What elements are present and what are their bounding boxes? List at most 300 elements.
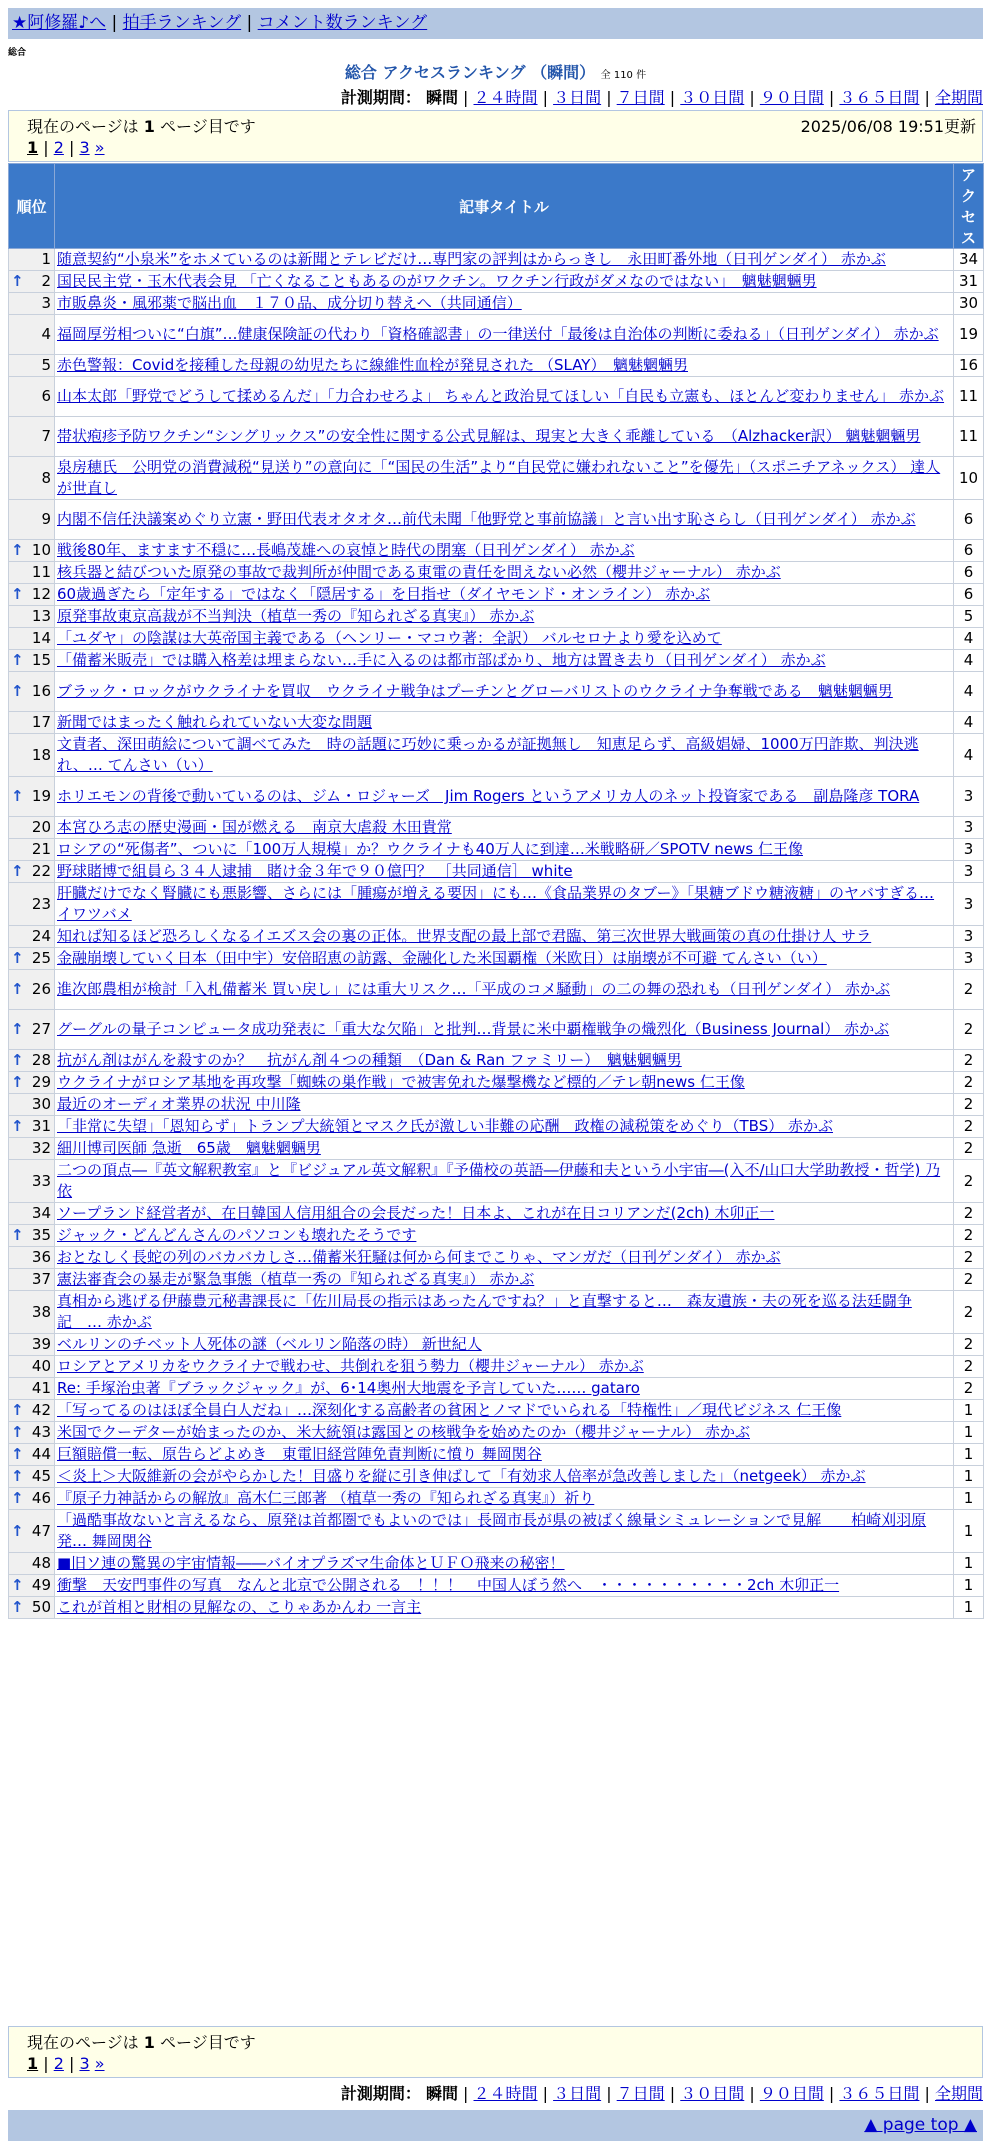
article-link[interactable]: 二つの頂点―『英文解釈教室』と『ビジュアル英文解釈』『予備校の英語―伊藤和夫という小宇宙―(入不/山口大学助教授・哲学) 乃依	[57, 1161, 941, 1200]
access-count: 2	[954, 1094, 984, 1116]
rank-number: 33	[31, 1171, 51, 1190]
rank-number: 21	[31, 840, 51, 858]
rank-number: 3	[41, 294, 51, 312]
ranking-table	[8, 163, 984, 1619]
title-cell	[55, 1291, 954, 1334]
title-header: 記事タイトル	[55, 164, 954, 249]
table-row	[9, 1203, 984, 1225]
title-cell	[55, 417, 954, 457]
table-row	[9, 948, 984, 970]
title-cell	[55, 1225, 954, 1247]
period-link[interactable]: ３０日間	[680, 2084, 745, 2103]
table-row	[9, 1291, 984, 1334]
rank-cell	[9, 712, 55, 734]
rank-up-arrow-icon: ↑	[11, 980, 24, 998]
article-link[interactable]: グーグルの量子コンピュータ成功発表に「重大な欠陥」と批判…背景に米中覇権戦争の熾烈化（Business Journal） 赤かぶ	[57, 1020, 890, 1038]
article-link[interactable]: 泉房穂氏 公明党の消費減税“見送り”の意向に「“国民の生活”より“自民党に嫌われないこと”を優先」（スポニチアネックス） 達人が世直し	[57, 458, 941, 497]
access-count: 2	[954, 1356, 984, 1378]
title-cell	[55, 1422, 954, 1444]
period-link[interactable]: ３６５日間	[839, 88, 920, 107]
page-link: 1	[27, 2054, 39, 2073]
page-link[interactable]: 3	[79, 2054, 90, 2073]
rank-cell	[9, 948, 55, 970]
table-row	[9, 712, 984, 734]
rank-number: 24	[31, 927, 51, 945]
period-current: 瞬間	[425, 2084, 458, 2103]
access-count: 6	[954, 584, 984, 606]
current-page-text: 現在のページは 1 ページ目です	[27, 117, 256, 136]
rank-cell	[9, 1247, 55, 1269]
rank-cell	[9, 777, 55, 817]
period-link[interactable]: ９０日間	[759, 88, 824, 107]
title-cell	[55, 1203, 954, 1225]
title-cell	[55, 1597, 954, 1619]
access-count: 2	[954, 1269, 984, 1291]
period-link[interactable]: ９０日間	[759, 2084, 824, 2103]
rank-cell	[9, 457, 55, 500]
page-info-bottom	[8, 2026, 983, 2078]
article-link[interactable]: 米国でクーデターが始まったのか、米大統領は露国との核戦争を始めたのか（櫻井ジャーナル） 赤かぶ	[57, 1423, 750, 1441]
access-count: 3	[954, 839, 984, 861]
article-link[interactable]: ウクライナがロシア基地を再攻撃「蜘蛛の巣作戦」で被害免れた爆撃機など標的／テレ朝news 仁王像	[57, 1073, 745, 1091]
rank-cell	[9, 1094, 55, 1116]
rank-number: 16	[31, 682, 51, 700]
rank-cell	[9, 1116, 55, 1138]
rank-number: 27	[31, 1020, 51, 1038]
article-link[interactable]: おとなしく長蛇の列のバカバカしさ…備蓄米狂騒は何から何までこりゃ、マンガだ（日刊ゲンダイ） 赤かぶ	[57, 1248, 781, 1266]
rank-number: 28	[31, 1051, 51, 1069]
article-link[interactable]: ロシアの“死傷者”、ついに「100万人規模」か？ウクライナも40万人に到達…米戦略研／SPOTV news 仁王像	[57, 840, 803, 858]
next-page-link[interactable]: »	[94, 138, 105, 157]
rank-up-arrow-icon: ↑	[11, 1401, 24, 1419]
title-cell	[55, 1400, 954, 1422]
rank-number: 18	[31, 745, 51, 764]
rank-number: 50	[31, 1598, 51, 1616]
table-row	[9, 1247, 984, 1269]
article-link[interactable]: ロシアとアメリカをウクライナで戦わせ、共倒れを狙う勢力（櫻井ジャーナル） 赤かぶ	[57, 1357, 644, 1375]
access-count: 2	[954, 1378, 984, 1400]
access-count: 3	[954, 861, 984, 883]
period-link[interactable]: ７日間	[616, 2084, 665, 2103]
table-row	[9, 1269, 984, 1291]
article-link[interactable]: 帯状疱疹予防ワクチン“シングリックス”の安全性に関する公式見解は、現実と大きく乖離している （Alzhacker訳） 魑魅魍魎男	[57, 427, 921, 445]
rank-up-arrow-icon: ↑	[11, 541, 24, 559]
rank-up-arrow-icon: ↑	[11, 585, 24, 603]
article-link[interactable]: 抗がん剤はがんを殺すのか？ 抗がん剤４つの種類 （Dan & Ran ファミリー） 魑魅魍魎男	[57, 1051, 682, 1069]
table-row	[9, 606, 984, 628]
period-link[interactable]: ２４時間	[473, 88, 538, 107]
table-row	[9, 926, 984, 948]
access-count: 3	[954, 948, 984, 970]
title-cell	[55, 1334, 954, 1356]
table-row	[9, 883, 984, 926]
page-title	[0, 60, 991, 83]
article-link[interactable]: 戦後80年、ますます不穏に…長嶋茂雄への哀悼と時代の閉塞（日刊ゲンダイ） 赤かぶ	[57, 541, 635, 559]
article-link[interactable]: ＜炎上＞大阪維新の会がやらかした！目盛りを縦に引き伸ばして「有効求人倍率が急改善しました」（netgeek） 赤かぶ	[57, 1467, 866, 1485]
article-link[interactable]: ソープランド経営者が、在日韓国人信用組合の会長だった！日本よ、これが在日コリアンだ(2ch) 木卯正一	[57, 1204, 775, 1222]
title-cell	[55, 734, 954, 777]
access-count: 4	[954, 672, 984, 712]
period-link[interactable]: 全期間	[934, 2084, 983, 2103]
title-cell	[55, 1116, 954, 1138]
title-cell	[55, 1356, 954, 1378]
title-cell	[55, 355, 954, 377]
access-count: 6	[954, 500, 984, 540]
rank-number: 43	[31, 1423, 51, 1441]
title-cell	[55, 712, 954, 734]
table-row	[9, 1094, 984, 1116]
rank-up-arrow-icon: ↑	[11, 1051, 24, 1069]
access-count: 1	[954, 1466, 984, 1488]
access-count: 2	[954, 1247, 984, 1269]
rank-cell	[9, 628, 55, 650]
rank-number: 47	[31, 1521, 51, 1540]
title-cell	[55, 1094, 954, 1116]
rank-number: 9	[41, 510, 51, 528]
article-link[interactable]: 「写ってるのはほぼ全員白人だね」…深刻化する高齢者の貧困とノマドでいられる「特権性」／現代ビジネス 仁王像	[57, 1401, 842, 1419]
next-page-link[interactable]: »	[94, 2054, 105, 2073]
access-count: 1	[954, 1422, 984, 1444]
article-link[interactable]: ■旧ソ連の驚異の宇宙情報――バイオプラズマ生命体とＵＦＯ飛来の秘密！	[57, 1554, 565, 1572]
rank-up-arrow-icon: ↑	[11, 272, 24, 290]
rank-number: 4	[41, 325, 51, 343]
rank-cell	[9, 1378, 55, 1400]
access-count: 2	[954, 1010, 984, 1050]
access-count: 3	[954, 926, 984, 948]
rank-cell	[9, 1160, 55, 1203]
rank-number: 42	[31, 1401, 51, 1419]
rank-up-arrow-icon: ↑	[11, 949, 24, 967]
article-link[interactable]: 福岡厚労相ついに“白旗”…健康保険証の代わり「資格確認書」の一律送付「最後は自治体の判断に委ねる」（日刊ゲンダイ） 赤かぶ	[57, 325, 939, 343]
table-row	[9, 1050, 984, 1072]
rank-cell	[9, 1575, 55, 1597]
rank-cell	[9, 417, 55, 457]
table-row	[9, 839, 984, 861]
rank-cell	[9, 562, 55, 584]
table-row	[9, 1225, 984, 1247]
access-count: 16	[954, 355, 984, 377]
rank-cell	[9, 861, 55, 883]
article-link[interactable]: 最近のオーディオ業界の状況 中川隆	[57, 1095, 301, 1113]
table-row	[9, 1072, 984, 1094]
table-row	[9, 1116, 984, 1138]
title-cell	[55, 628, 954, 650]
title-cell	[55, 293, 954, 315]
title-cell	[55, 1378, 954, 1400]
current-page-text: 現在のページは 1 ページ目です	[27, 2033, 256, 2052]
table-row	[9, 1160, 984, 1203]
article-link[interactable]: 新聞ではまったく触れられていない大変な問題	[57, 713, 373, 731]
rank-cell	[9, 817, 55, 839]
page-link[interactable]: 2	[53, 138, 64, 157]
article-link[interactable]: 肝臓だけでなく腎臓にも悪影響、さらには「腫瘍が増える要因」にも…《食品業界のタブー》「果糖ブドウ糖液糖」のヤバすぎる… イワツバメ	[57, 884, 935, 923]
table-row	[9, 540, 984, 562]
rank-cell	[9, 734, 55, 777]
period-link[interactable]: ３６５日間	[839, 2084, 920, 2103]
table-row	[9, 817, 984, 839]
access-header: アクセス	[954, 164, 984, 249]
access-count: 2	[954, 1291, 984, 1334]
rank-number: 23	[31, 894, 51, 913]
table-row	[9, 1444, 984, 1466]
rank-number: 7	[41, 427, 51, 445]
title-cell	[55, 1247, 954, 1269]
article-link[interactable]: これが首相と財相の見解なの、こりゃあかんわ 一言主	[57, 1598, 422, 1616]
title-cell	[55, 584, 954, 606]
access-count: 1	[954, 1510, 984, 1553]
rank-number: 20	[31, 818, 51, 836]
title-cell	[55, 315, 954, 355]
title-cell	[55, 1269, 954, 1291]
comment-ranking-link[interactable]: コメント数ランキング	[257, 13, 428, 33]
table-row	[9, 1575, 984, 1597]
table-row	[9, 1010, 984, 1050]
article-link[interactable]: ジャック・どんどんさんのパソコンも壊れたそうです	[57, 1226, 417, 1244]
article-link[interactable]: 「過酷事故ないと言えるなら、原発は首都圏でもよいのでは」長岡市長が県の被ばく線量シミュレーションで見解 柏崎刈羽原発… 舞岡関谷	[57, 1511, 927, 1550]
title-cell	[55, 1466, 954, 1488]
rank-number: 22	[31, 862, 51, 880]
rank-cell	[9, 315, 55, 355]
rank-cell	[9, 650, 55, 672]
access-count: 19	[954, 315, 984, 355]
rank-number: 2	[41, 272, 51, 290]
rank-up-arrow-icon: ↑	[11, 651, 24, 669]
article-link[interactable]: 原発事故東京高裁が不当判決（植草一秀の『知られざる真実』） 赤かぶ	[57, 607, 535, 625]
article-link[interactable]: 金融崩壊していく日本（田中宇）安倍昭恵の訪露、金融化した米国覇権（米欧日）は崩壊が不可避 てんさい（い）	[57, 949, 827, 967]
access-count: 4	[954, 628, 984, 650]
table-row	[9, 970, 984, 1010]
access-count: 2	[954, 1138, 984, 1160]
article-link[interactable]: 細川博司医師 急逝 65歳 魑魅魍魎男	[57, 1139, 321, 1157]
access-count: 1	[954, 1597, 984, 1619]
rank-number: 13	[31, 607, 51, 625]
rank-cell	[9, 355, 55, 377]
title-cell	[55, 377, 954, 417]
title-cell	[55, 948, 954, 970]
title-cell	[55, 777, 954, 817]
total-count: 全 110 件	[600, 70, 647, 81]
title-cell	[55, 1138, 954, 1160]
rank-cell	[9, 1488, 55, 1510]
rank-cell	[9, 1010, 55, 1050]
article-link[interactable]: 60歳過ぎたら「定年する」ではなく「隠居する」を目指せ（ダイヤモンド・オンライン） 赤かぶ	[57, 585, 711, 603]
rank-up-arrow-icon: ↑	[11, 682, 24, 700]
article-link[interactable]: ブラック・ロックがウクライナを買収 ウクライナ戦争はプーチンとグローバリストのウクライナ争奪戦である 魑魅魍魎男	[57, 682, 893, 700]
table-row	[9, 562, 984, 584]
period-link[interactable]: ２４時間	[473, 2084, 538, 2103]
rank-cell	[9, 377, 55, 417]
article-link[interactable]: ベルリンのチベット人死体の謎（ベルリン陥落の時） 新世紀人	[57, 1335, 482, 1353]
article-link[interactable]: Re: 手塚治虫著『ブラックジャック』が、6･14奥州大地震を予言していた…… gataro	[57, 1379, 640, 1397]
table-row	[9, 1356, 984, 1378]
rank-cell	[9, 1466, 55, 1488]
access-count: 11	[954, 417, 984, 457]
rank-number: 49	[31, 1576, 51, 1594]
rank-number: 35	[31, 1226, 51, 1244]
table-row	[9, 500, 984, 540]
table-row	[9, 315, 984, 355]
article-link[interactable]: 核兵器と結びついた原発の事故で裁判所が仲間である東電の責任を問えない必然（櫻井ジャーナル） 赤かぶ	[57, 563, 781, 581]
article-link[interactable]: ホリエモンの背後で動いているのは、ジム・ロジャーズ Jim Rogers というアメリカ人のネット投資家である 副島隆彦 TORA	[57, 787, 920, 805]
rank-number: 15	[31, 651, 51, 669]
access-count: 2	[954, 1072, 984, 1094]
access-count: 1	[954, 1400, 984, 1422]
access-count: 11	[954, 377, 984, 417]
access-count: 2	[954, 970, 984, 1010]
access-count: 4	[954, 734, 984, 777]
table-row	[9, 1553, 984, 1575]
article-link[interactable]: 進次郎農相が検討「入札備蓄米 買い戻し」には重大リスク…「平成のコメ騒動」の二の舞の恐れも（日刊ゲンダイ） 赤かぶ	[57, 980, 891, 998]
rank-number: 17	[31, 713, 51, 731]
rank-number: 31	[31, 1117, 51, 1135]
table-row	[9, 355, 984, 377]
page-link[interactable]: 3	[79, 138, 90, 157]
rank-cell	[9, 1291, 55, 1334]
table-row	[9, 1400, 984, 1422]
access-count: 1	[954, 1444, 984, 1466]
rank-number: 12	[31, 585, 51, 603]
article-link[interactable]: 本宮ひろ志の歴史漫画・国が燃える 南京大虐殺 木田貴常	[57, 818, 452, 836]
rank-cell	[9, 839, 55, 861]
period-label: 計測期間：	[340, 88, 421, 107]
page-link: 1	[27, 138, 39, 157]
period-selector-bottom: 計測期間： 瞬間 | ２４時間 | ３日間 | ７日間 | ３０日間 | ９０日間 | ３６５日間 | 全期間	[340, 2084, 983, 2103]
access-count: 3	[954, 883, 984, 926]
rank-number: 45	[31, 1467, 51, 1485]
rank-cell	[9, 1050, 55, 1072]
rank-number: 10	[31, 541, 51, 559]
period-link[interactable]: ７日間	[616, 88, 665, 107]
article-link[interactable]: 国民民主党・玉木代表会見 「亡くなることもあるのがワクチン。ワクチン行政がダメなのではない」 魑魅魍魎男	[57, 272, 817, 290]
period-selector-top: 計測期間： 瞬間 | ２４時間 | ３日間 | ７日間 | ３０日間 | ９０日間 | ３６５日間 | 全期間	[340, 88, 983, 107]
page-link[interactable]: 2	[53, 2054, 64, 2073]
rank-cell	[9, 672, 55, 712]
rank-number: 46	[31, 1489, 51, 1507]
rank-number: 40	[31, 1357, 51, 1375]
rank-number: 38	[31, 1302, 51, 1321]
article-link[interactable]: 知れば知るほど恐ろしくなるイエズス会の裏の正体。世界支配の最上部で君臨、第三次世界大戦画策の真の仕掛け人 サラ	[57, 927, 872, 945]
rank-cell	[9, 1138, 55, 1160]
rank-cell	[9, 1597, 55, 1619]
article-link[interactable]: 随意契約“小泉米”をホメているのは新聞とテレビだけ…専門家の評判はからっきし 永田町番外地（日刊ゲンダイ） 赤かぶ	[57, 250, 886, 268]
top-nav-bar	[8, 8, 983, 39]
table-row	[9, 1597, 984, 1619]
table-row	[9, 1138, 984, 1160]
article-link[interactable]: 赤色警報：Covidを接種した母親の幼児たちに線維性血栓が発見された （SLAY） 魑魅魍魎男	[57, 356, 688, 374]
rank-number: 48	[31, 1554, 51, 1572]
period-link[interactable]: ３０日間	[680, 88, 745, 107]
table-row	[9, 249, 984, 271]
rank-number: 29	[31, 1073, 51, 1091]
rank-header: 順位	[9, 164, 55, 249]
rank-cell	[9, 1203, 55, 1225]
access-count: 2	[954, 1225, 984, 1247]
period-link[interactable]: ３日間	[553, 2084, 602, 2103]
rank-cell	[9, 1225, 55, 1247]
rank-number: 11	[31, 563, 51, 581]
access-count: 3	[954, 817, 984, 839]
rank-cell	[9, 584, 55, 606]
title-cell	[55, 1010, 954, 1050]
rank-number: 14	[31, 629, 51, 647]
access-count: 1	[954, 1575, 984, 1597]
rank-cell	[9, 926, 55, 948]
rank-cell	[9, 271, 55, 293]
article-link[interactable]: 市販鼻炎・風邪薬で脳出血 １７０品、成分切り替えへ（共同通信）	[57, 294, 522, 312]
article-link[interactable]: 「非常に失望」「恩知らず」トランプ大統領とマスク氏が激しい非難の応酬 政権の減税策をめぐり（TBS） 赤かぶ	[57, 1117, 833, 1135]
article-link[interactable]: 野球賭博で組員ら３４人逮捕 賭け金３年で９０億円？ ［共同通信］ white	[57, 862, 573, 880]
rank-number: 25	[31, 949, 51, 967]
rank-number: 44	[31, 1445, 51, 1463]
access-count: 6	[954, 540, 984, 562]
title-cell	[55, 457, 954, 500]
title-cell	[55, 817, 954, 839]
article-link[interactable]: 衝撃 天安門事件の写真 なんと北京で公開される ！！！ 中国人ぼう然へ ・・・・・・・・・・2ch 木卯正一	[57, 1576, 840, 1594]
rank-up-arrow-icon: ↑	[11, 1073, 24, 1091]
table-row	[9, 457, 984, 500]
access-count: 3	[954, 777, 984, 817]
title-cell	[55, 249, 954, 271]
rank-cell	[9, 1334, 55, 1356]
article-link[interactable]: 真相から逃げる伊藤豊元秘書課長に「佐川局長の指示はあったんですね？」と直撃すると… 森友遺族・夫の死を巡る法廷闘争記 … 赤かぶ	[57, 1292, 912, 1331]
ashura-home-link[interactable]: ★阿修羅♪へ	[12, 13, 107, 33]
rank-cell	[9, 500, 55, 540]
title-cell	[55, 1553, 954, 1575]
rank-up-arrow-icon: ↑	[11, 1226, 24, 1244]
rank-cell	[9, 1072, 55, 1094]
title-cell	[55, 500, 954, 540]
table-row	[9, 1422, 984, 1444]
rank-cell	[9, 1553, 55, 1575]
period-link[interactable]: ３日間	[553, 88, 602, 107]
table-row	[9, 293, 984, 315]
table-row	[9, 861, 984, 883]
title-cell	[55, 562, 954, 584]
article-link[interactable]: 文責者、深田萌絵について調べてみた 時の話題に巧妙に乗っかるが証拠無し 知恵足らず、高級娼婦、1000万円詐欺、判決逃れ、… てんさい（い）	[57, 735, 919, 774]
title-cell	[55, 540, 954, 562]
title-cell	[55, 606, 954, 628]
applause-ranking-link[interactable]: 拍手ランキング	[122, 13, 242, 33]
article-link[interactable]: 「ユダヤ」の陰謀は大英帝国主義である（ヘンリー・マコウ著：全訳） バルセロナより愛を込めて	[57, 629, 722, 647]
rank-up-arrow-icon: ↑	[11, 1117, 24, 1135]
rank-up-arrow-icon: ↑	[11, 1489, 24, 1507]
article-link[interactable]: 内閣不信任決議案めぐり立憲・野田代表オタオタ…前代未聞「他野党と事前協議」と言い出す恥さらし（日刊ゲンダイ） 赤かぶ	[57, 510, 916, 528]
article-link[interactable]: 山本太郎「野党でどうして揉めるんだ」「力合わせろよ」 ちゃんと政治見てほしい「自民も立憲も、ほとんど変わりません」 赤かぶ	[57, 387, 945, 405]
period-link[interactable]: 全期間	[934, 88, 983, 107]
table-row	[9, 1510, 984, 1553]
access-count: 2	[954, 1203, 984, 1225]
rank-number: 37	[31, 1270, 51, 1288]
rank-number: 30	[31, 1095, 51, 1113]
article-link[interactable]: 「備蓄米販売」では購入格差は埋まらない…手に入るのは都市部ばかり、地方は置き去り（日刊ゲンダイ） 赤かぶ	[57, 651, 826, 669]
rank-number: 1	[41, 250, 51, 268]
title-cell	[55, 1510, 954, 1553]
article-link[interactable]: 『原子力神話からの解放』高木仁三郎著 （植草一秀の『知られざる真実』）祈り	[57, 1489, 595, 1507]
article-link[interactable]: 巨額賠償一転、原告らどよめき 東電旧経営陣免責判断に憤り 舞岡関谷	[57, 1445, 542, 1463]
period-label: 計測期間：	[340, 2084, 421, 2103]
footer-bar	[8, 2110, 983, 2141]
table-row	[9, 417, 984, 457]
title-cell	[55, 839, 954, 861]
page-top-link[interactable]: ▲ page top ▲	[864, 2115, 977, 2135]
rank-up-arrow-icon: ↑	[11, 1423, 24, 1441]
access-count: 30	[954, 293, 984, 315]
access-count: 4	[954, 712, 984, 734]
title-cell	[55, 1160, 954, 1203]
article-link[interactable]: 憲法審査会の暴走が緊急事態（植草一秀の『知られざる真実』） 赤かぶ	[57, 1270, 535, 1288]
rank-cell	[9, 1422, 55, 1444]
access-count: 34	[954, 249, 984, 271]
